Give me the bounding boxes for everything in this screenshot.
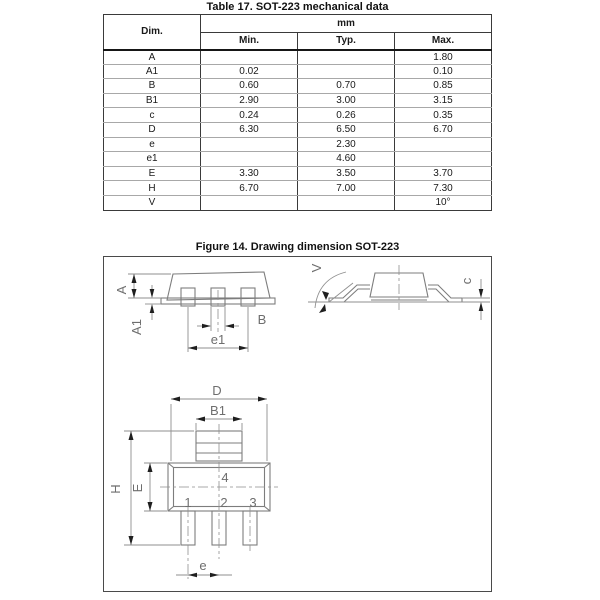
table-row bbox=[104, 122, 492, 137]
table-row bbox=[104, 137, 492, 152]
dim-cell: A1 bbox=[104, 64, 201, 79]
table-row bbox=[104, 181, 492, 196]
min-cell: 6.70 bbox=[201, 181, 298, 196]
dim-label-d: D bbox=[212, 383, 222, 398]
table-row bbox=[104, 152, 492, 167]
header-max: Max. bbox=[395, 33, 492, 50]
min-cell: 2.90 bbox=[201, 93, 298, 108]
table-row bbox=[104, 166, 492, 181]
max-cell: 10° bbox=[395, 195, 492, 210]
figure-drawing-frame bbox=[103, 256, 492, 592]
header-min: Min. bbox=[201, 33, 298, 50]
min-cell: 3.30 bbox=[201, 166, 298, 181]
dim-label-a: A bbox=[114, 285, 129, 295]
max-cell: 3.15 bbox=[395, 93, 492, 108]
typ-cell bbox=[298, 64, 395, 79]
max-cell: 6.70 bbox=[395, 122, 492, 137]
max-cell bbox=[395, 152, 492, 167]
typ-cell: 3.00 bbox=[298, 93, 395, 108]
max-cell: 1.80 bbox=[395, 50, 492, 65]
min-cell: 6.30 bbox=[201, 122, 298, 137]
max-cell bbox=[395, 137, 492, 152]
plan-view bbox=[108, 383, 278, 579]
figure-caption: Figure 14. Drawing dimension SOT-223 bbox=[195, 241, 400, 253]
dim-label-c: c bbox=[459, 277, 474, 285]
table-row bbox=[104, 50, 492, 65]
dim-label-a1: A1 bbox=[129, 319, 144, 335]
typ-cell: 6.50 bbox=[298, 122, 395, 137]
min-cell bbox=[201, 50, 298, 65]
dim-cell: E bbox=[104, 166, 201, 181]
dim-label-b1: B1 bbox=[210, 403, 226, 418]
pin-label-2: 2 bbox=[220, 495, 228, 510]
typ-cell bbox=[298, 50, 395, 65]
min-cell: 0.24 bbox=[201, 108, 298, 123]
dim-cell: e1 bbox=[104, 152, 201, 167]
pin-label-4: 4 bbox=[221, 470, 229, 485]
max-cell: 0.10 bbox=[395, 64, 492, 79]
typ-cell: 2.30 bbox=[298, 137, 395, 152]
table-row bbox=[104, 195, 492, 210]
mechanical-data-table bbox=[103, 14, 492, 211]
sot223-drawing bbox=[104, 257, 493, 591]
header-dim: Dim. bbox=[104, 15, 201, 50]
typ-cell: 7.00 bbox=[298, 181, 395, 196]
front-view bbox=[114, 272, 275, 352]
typ-cell: 0.70 bbox=[298, 79, 395, 94]
table-row bbox=[104, 79, 492, 94]
dim-cell: B bbox=[104, 79, 201, 94]
dim-cell: H bbox=[104, 181, 201, 196]
dim-label-v: V bbox=[309, 263, 324, 273]
max-cell: 0.35 bbox=[395, 108, 492, 123]
table-row bbox=[104, 64, 492, 79]
typ-cell: 3.50 bbox=[298, 166, 395, 181]
dim-label-e1: e1 bbox=[210, 332, 226, 347]
dim-label-e: e bbox=[199, 558, 207, 573]
max-cell: 0.85 bbox=[395, 79, 492, 94]
min-cell bbox=[201, 137, 298, 152]
table-row bbox=[104, 108, 492, 123]
max-cell: 3.70 bbox=[395, 166, 492, 181]
dim-cell: D bbox=[104, 122, 201, 137]
dim-cell: V bbox=[104, 195, 201, 210]
typ-cell: 0.26 bbox=[298, 108, 395, 123]
pin-label-3: 3 bbox=[249, 495, 257, 510]
table-caption: Table 17. SOT-223 mechanical data bbox=[206, 1, 389, 13]
table-row bbox=[104, 93, 492, 108]
dim-cell: B1 bbox=[104, 93, 201, 108]
dim-cell: c bbox=[104, 108, 201, 123]
dim-cell: A bbox=[104, 50, 201, 65]
header-unit: mm bbox=[201, 15, 492, 33]
min-cell: 0.60 bbox=[201, 79, 298, 94]
min-cell: 0.02 bbox=[201, 64, 298, 79]
dim-label-e-cap: E bbox=[130, 483, 145, 493]
typ-cell: 4.60 bbox=[298, 152, 395, 167]
side-view bbox=[308, 263, 490, 320]
min-cell bbox=[201, 195, 298, 210]
min-cell bbox=[201, 152, 298, 167]
dim-cell: e bbox=[104, 137, 201, 152]
header-typ: Typ. bbox=[298, 33, 395, 50]
pin-label-1: 1 bbox=[184, 495, 192, 510]
typ-cell bbox=[298, 195, 395, 210]
dim-label-h: H bbox=[108, 484, 123, 494]
max-cell: 7.30 bbox=[395, 181, 492, 196]
dim-label-b: B bbox=[257, 312, 267, 327]
